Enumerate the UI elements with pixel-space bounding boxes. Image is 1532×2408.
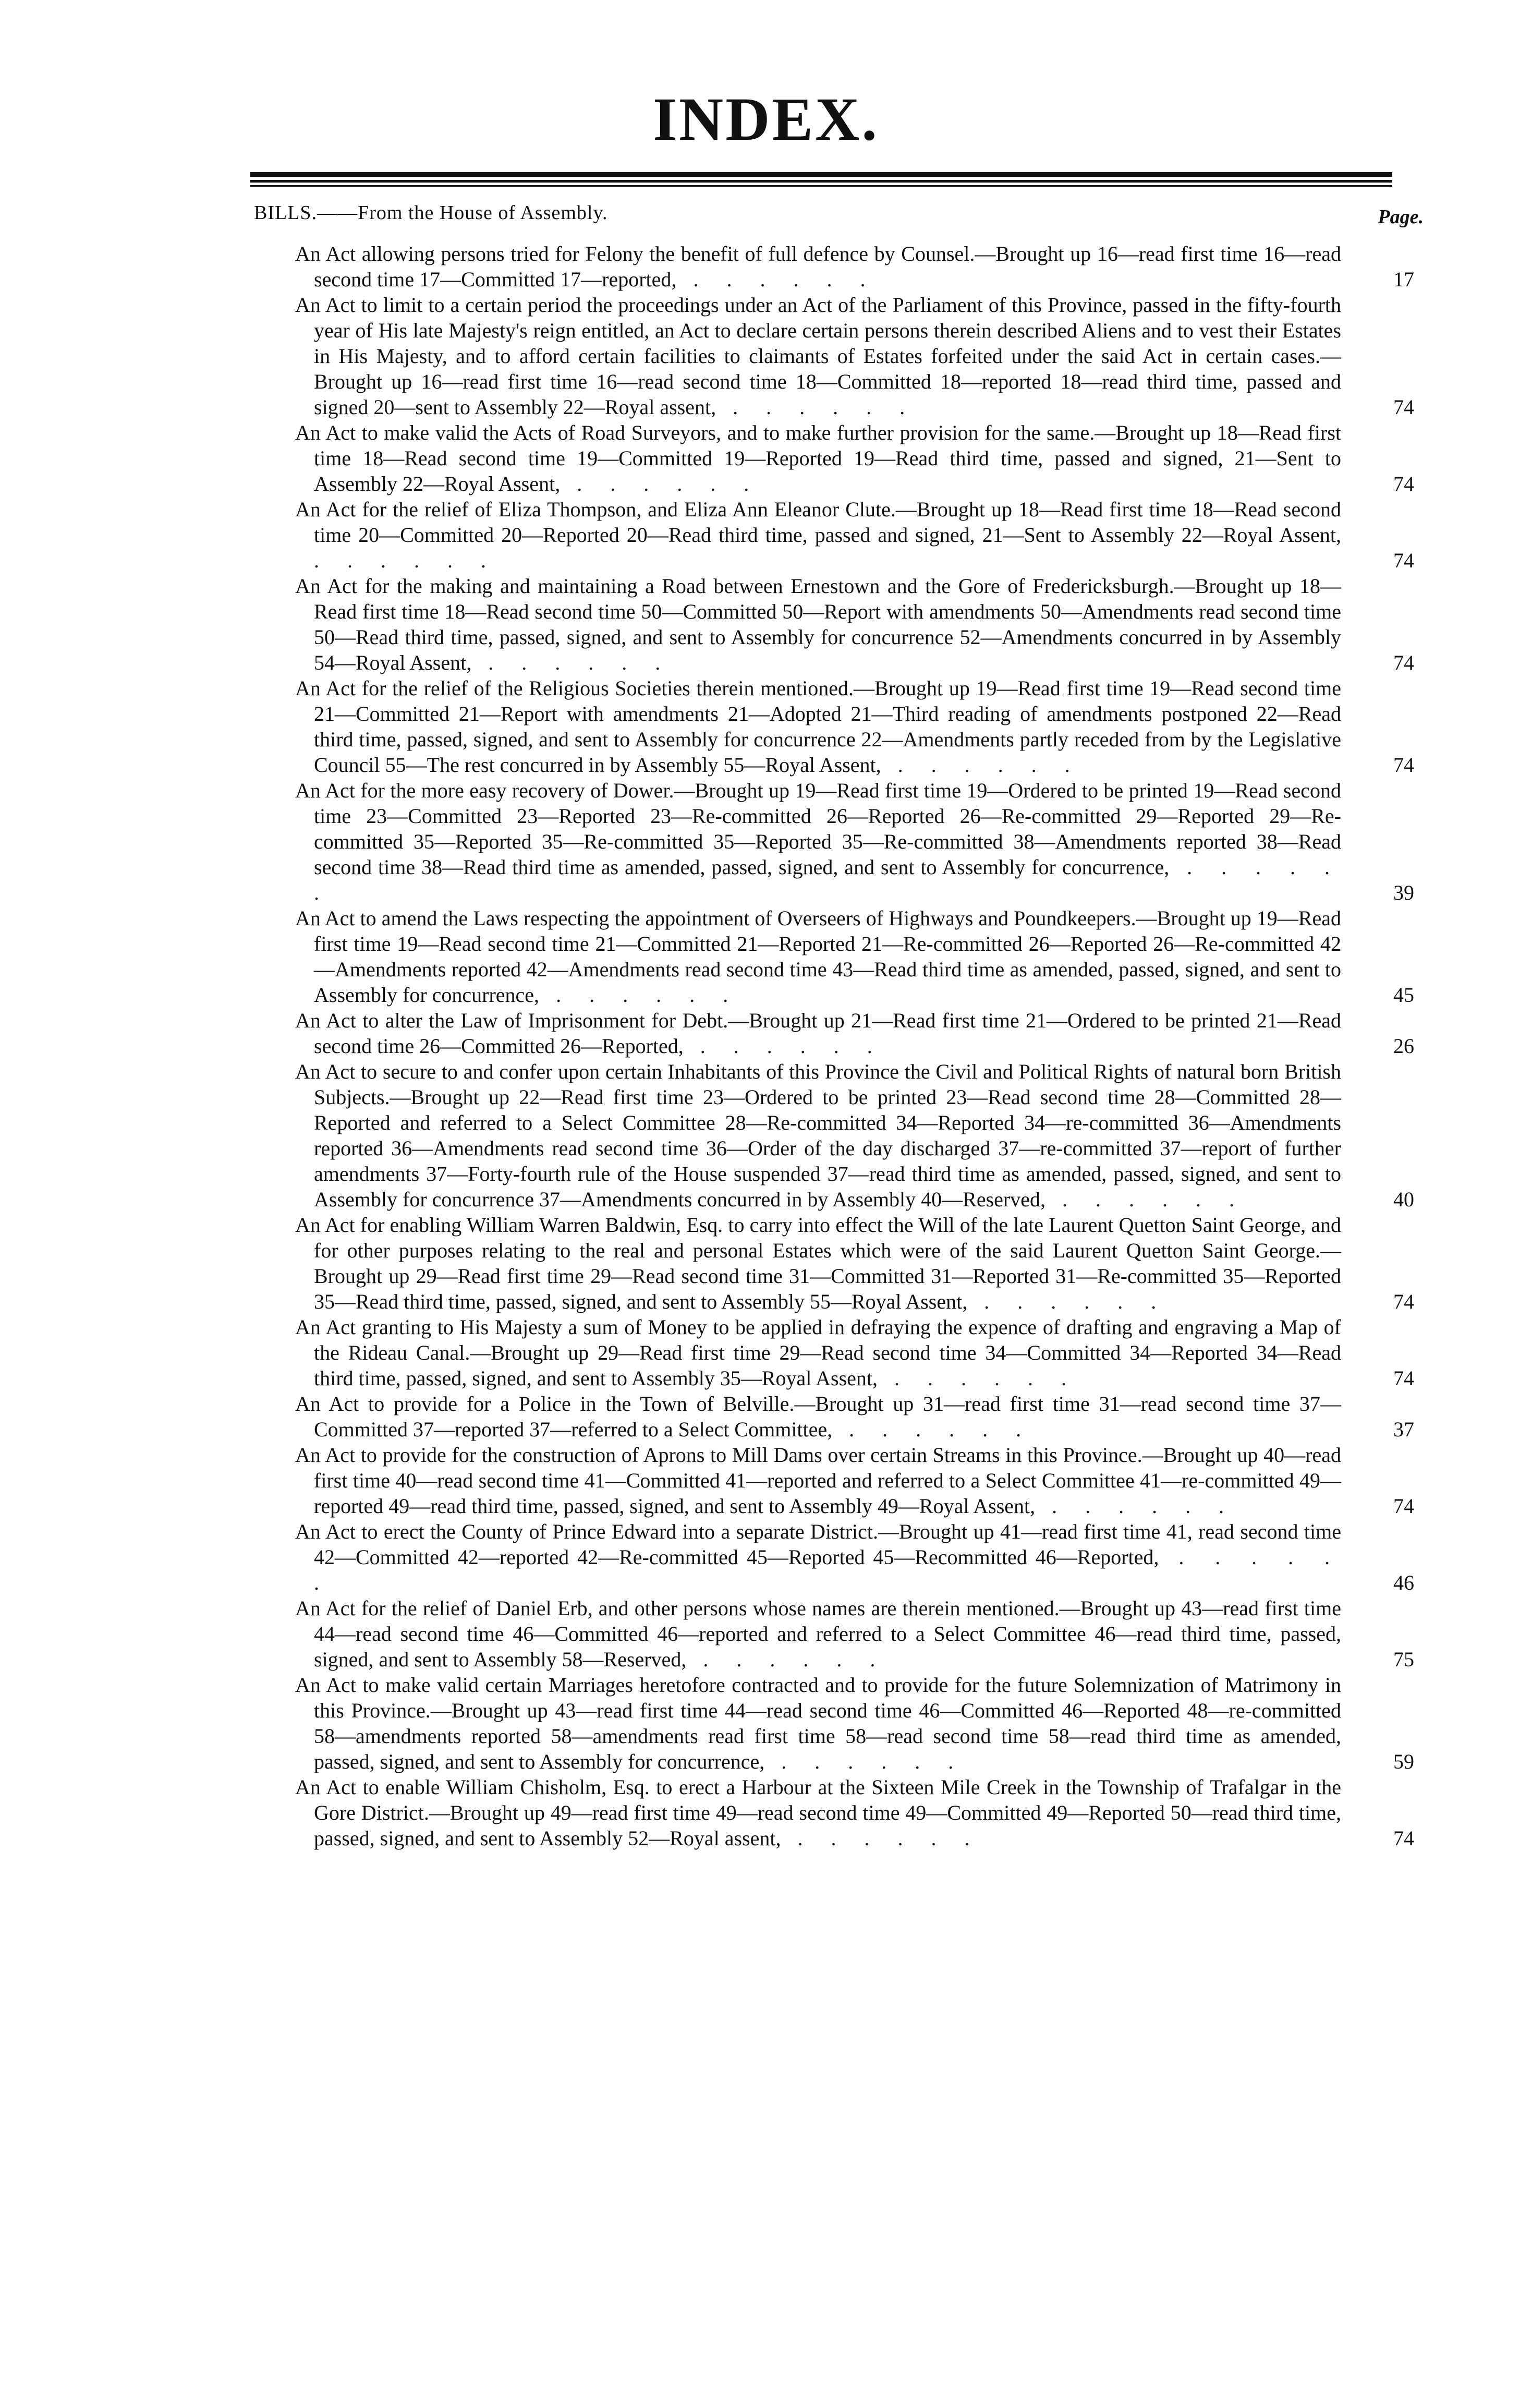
entry-description: An Act allowing persons tried for Felony the benefit of full defence by Counsel.—Brought up 16—read first time 16—read second time 17—Committed 17—reported,: [295, 242, 1341, 291]
title-rule-thick: [250, 172, 1392, 177]
bill-entries-list: [295, 241, 1424, 1851]
index-entry: [295, 292, 1424, 420]
entry-text: [295, 1008, 1341, 1059]
entry-text: [295, 1391, 1341, 1442]
entry-text: [295, 1442, 1341, 1519]
dot-leader: . . . . . .: [314, 855, 1341, 904]
index-entry: [295, 420, 1424, 497]
entry-description: An Act to alter the Law of Imprisonment for Debt.—Brought up 21—Read first time 21—Ordered to be printed 21—Read second time 26—Committed 26—Reported,: [295, 1009, 1341, 1058]
entry-text: [295, 497, 1341, 573]
dot-leader: . . . . . .: [781, 1826, 981, 1850]
dot-leader: . . . . . .: [716, 395, 917, 419]
entry-page-number: 17: [1393, 268, 1414, 291]
entry-text: [295, 1672, 1341, 1774]
entry-page-number: 74: [1393, 395, 1414, 419]
entry-description: An Act to erect the County of Prince Edward into a separate District.—Brought up 41—read first time 41, read second time 42—Committed 42—reported 42—Re-committed 45—Reported 45—Recommitted 46—Reported,: [295, 1520, 1341, 1569]
entry-description: An Act for enabling William Warren Baldwin, Esq. to carry into effect the Will of the late Laurent Quetton Saint George, and for other purposes relating to the real and personal Estates which were of the said Laurent Quetton Saint George.—Brought up 29—Read first time 29—Read second time 31—Committed 31—Reported 31—Re-committed 35—Reported 35—Read third time, passed, signed, and sent to Assembly 55—Royal Assent,: [295, 1213, 1341, 1313]
entry-page-number: 39: [1393, 881, 1414, 904]
entry-description: An Act granting to His Majesty a sum of Money to be applied in defraying the expence of drafting and engraving a Map of the Rideau Canal.—Brought up 29—Read first time 29—Read second time 34—Committed 34—Reported 34—Read third time, passed, signed, and sent to Assembly 35—Royal Assent,: [295, 1315, 1341, 1390]
dot-leader: . . . . . .: [832, 1418, 1033, 1441]
entry-page-number: 46: [1393, 1571, 1414, 1594]
index-entry: [295, 905, 1424, 1008]
index-entry: [295, 1391, 1424, 1442]
entry-text: [295, 292, 1341, 420]
index-entry: [295, 1314, 1424, 1391]
entry-text: [295, 1059, 1341, 1212]
entry-page-number: 74: [1393, 1826, 1414, 1850]
entry-text: [295, 1212, 1341, 1314]
entry-text: [295, 241, 1341, 292]
index-entry: [295, 778, 1424, 905]
dot-leader: . . . . . .: [676, 268, 877, 291]
entry-page-number: 37: [1393, 1418, 1414, 1441]
entry-description: An Act for the more easy recovery of Dower.—Brought up 19—Read first time 19—Ordered to be printed 19—Read second time 23—Committed 23—Reported 23—Re-committed 26—Reported 26—Re-committed 29—Reported 29—Re-committed 35—Reported 35—Re-committed 35—Reported 35—Re-committed 38—Amendments reported 38—Read second time 38—Read third time as amended, passed, signed, and sent to Assembly for concurrence,: [295, 779, 1341, 879]
dot-leader: . . . . . .: [683, 1034, 884, 1058]
index-entry: [295, 1595, 1424, 1672]
index-entry: [295, 1442, 1424, 1519]
page-title: INDEX.: [653, 85, 879, 153]
entry-description: An Act to make valid certain Marriages heretofore contracted and to provide for the future Solemnization of Matrimony in this Province.—Brought up 43—read first time 44—read second time 46—Committed 46—Reported 48—re-committed 58—amendments reported 58—amendments read first time 58—read second time 58—read third time as amended, passed, signed, and sent to Assembly for concurrence,: [295, 1673, 1341, 1773]
index-entry: [295, 1212, 1424, 1314]
entry-description: An Act for the relief of Eliza Thompson, and Eliza Ann Eleanor Clute.—Brought up 18—Read first time 18—Read second time 20—Committed 20—Reported 20—Read third time, passed and signed, 21—Sent to Assembly 22—Royal Assent,: [295, 498, 1341, 547]
entry-description: An Act for the relief of the Religious Societies therein mentioned.—Brought up 19—Read first time 19—Read second time 21—Committed 21—Report with amendments 21—Adopted 21—Third reading of amendments postponed 22—Read third time, passed, signed, and sent to Assembly for concurrence 22—Amendments partly receded from by the Legislative Council 55—The rest concurred in by Assembly 55—Royal Assent,: [295, 676, 1341, 777]
index-entry: [295, 1008, 1424, 1059]
dot-leader: . . . . . .: [1035, 1494, 1236, 1518]
index-entry: [295, 1059, 1424, 1212]
entry-page-number: 75: [1393, 1648, 1414, 1671]
index-entry: [295, 675, 1424, 778]
entry-text: [295, 1595, 1341, 1672]
entry-page-number: 40: [1393, 1188, 1414, 1211]
entry-page-number: 74: [1393, 753, 1414, 777]
entry-page-number: 59: [1393, 1750, 1414, 1773]
entry-page-number: 74: [1393, 651, 1414, 674]
dot-leader: . . . . . .: [686, 1648, 887, 1671]
dot-leader: . . . . . .: [1045, 1188, 1246, 1211]
entry-description: An Act to limit to a certain period the proceedings under an Act of the Parliament of this Province, passed in the fifty-fourth year of His late Majesty's reign entitled, an Act to declare certain persons therein described Aliens and to vest their Estates in His Majesty, and to afford certain facilities to claimants of Estates forfeited under the said Act in certain cases.—Brought up 16—read first time 16—read second time 18—Committed 18—reported 18—read third time, passed and signed 20—sent to Assembly 22—Royal assent,: [295, 293, 1341, 419]
page-column-heading: Page.: [1378, 206, 1424, 228]
dot-leader: . . . . . .: [967, 1290, 1168, 1313]
index-entry: [295, 241, 1424, 292]
dot-leader: . . . . . .: [764, 1750, 965, 1773]
entry-description: An Act to provide for a Police in the Town of Belville.—Brought up 31—read first time 31—read second time 37—Committed 37—reported 37—referred to a Select Committee,: [295, 1392, 1341, 1441]
title-rule-middle: [250, 180, 1392, 183]
entry-description: An Act to secure to and confer upon certain Inhabitants of this Province the Civil and Political Rights of natural born British Subjects.—Brought up 22—Read first time 23—Ordered to be printed 23—Read second time 28—Committed 28—Reported and referred to a Select Committee 28—Re-committed 34—Reported 34—re-committed 36—Amendments reported 36—Amendments read second time 36—Order of the day discharged 37—re-committed 37—report of further amendments 37—Forty-fourth rule of the House suspended 37—read third time as amended, passed, signed, and sent to Assembly for concurrence 37—Amendments concurred in by Assembly 40—Reserved,: [295, 1060, 1341, 1211]
dot-leader: . . . . . .: [314, 1545, 1342, 1594]
entry-text: [295, 675, 1341, 778]
index-entry: [295, 497, 1424, 573]
dot-leader: . . . . . .: [539, 983, 740, 1007]
index-entry: [295, 1519, 1424, 1595]
dot-leader: . . . . . .: [878, 1366, 1078, 1390]
title-rule-thin: [250, 185, 1392, 187]
entry-page-number: 74: [1393, 1290, 1414, 1313]
entry-text: [295, 1774, 1341, 1851]
section-heading: BILLS.——From the House of Assembly.: [254, 202, 608, 224]
entry-description: An Act for the making and maintaining a Road between Ernestown and the Gore of Fredericksburgh.—Brought up 18—Read first time 18—Read second time 50—Committed 50—Report with amendments 50—Amendments read second time 50—Read third time, passed, signed, and sent to Assembly for concurrence 52—Amendments concurred in by Assembly 54—Royal Assent,: [295, 574, 1341, 674]
index-entry: [295, 573, 1424, 675]
dot-leader: . . . . . .: [881, 753, 1081, 777]
entry-description: An Act to make valid the Acts of Road Surveyors, and to make further provision for the same.—Brought up 18—Read first time 18—Read second time 19—Committed 19—Reported 19—Read third time, passed and signed, 21—Sent to Assembly 22—Royal Assent,: [295, 421, 1341, 495]
entry-text: [295, 905, 1341, 1008]
entry-text: [295, 420, 1341, 497]
dot-leader: . . . . . .: [560, 472, 761, 495]
dot-leader: . . . . . .: [314, 549, 497, 572]
entry-page-number: 74: [1393, 472, 1414, 495]
dot-leader: . . . . . .: [471, 651, 672, 674]
entry-page-number: 74: [1393, 549, 1414, 572]
entry-page-number: 74: [1393, 1366, 1414, 1390]
entry-text: [295, 1519, 1341, 1595]
entry-text: [295, 778, 1341, 905]
index-entry: [295, 1672, 1424, 1774]
index-entry: [295, 1774, 1424, 1851]
entry-page-number: 74: [1393, 1494, 1414, 1518]
entry-description: An Act to provide for the construction of Aprons to Mill Dams over certain Streams in this Province.—Brought up 40—read first time 40—read second time 41—Committed 41—reported and referred to a Select Committee 41—re-committed 49—reported 49—read third time, passed, signed, and sent to Assembly 49—Royal Assent,: [295, 1443, 1341, 1518]
entry-description: An Act to amend the Laws respecting the appointment of Overseers of Highways and Poundkeepers.—Brought up 19—Read first time 19—Read second time 21—Committed 21—Reported 21—Re-committed 26—Reported 26—Re-committed 42—Amendments reported 42—Amendments read second time 43—Read third time as amended, passed, signed, and sent to Assembly for concurrence,: [295, 906, 1341, 1007]
entry-text: [295, 573, 1341, 675]
entry-page-number: 26: [1393, 1034, 1414, 1058]
entry-page-number: 45: [1393, 983, 1414, 1007]
entry-description: An Act to enable William Chisholm, Esq. to erect a Harbour at the Sixteen Mile Creek in the Township of Trafalgar in the Gore District.—Brought up 49—read first time 49—read second time 49—Committed 49—Reported 50—read third time, passed, signed, and sent to Assembly 52—Royal assent,: [295, 1775, 1341, 1850]
entry-text: [295, 1314, 1341, 1391]
entry-description: An Act for the relief of Daniel Erb, and other persons whose names are therein mentioned.—Brought up 43—read first time 44—read second time 46—Committed 46—reported and referred to a Select Committee 46—read third time, passed, signed, and sent to Assembly 58—Reserved,: [295, 1596, 1341, 1671]
